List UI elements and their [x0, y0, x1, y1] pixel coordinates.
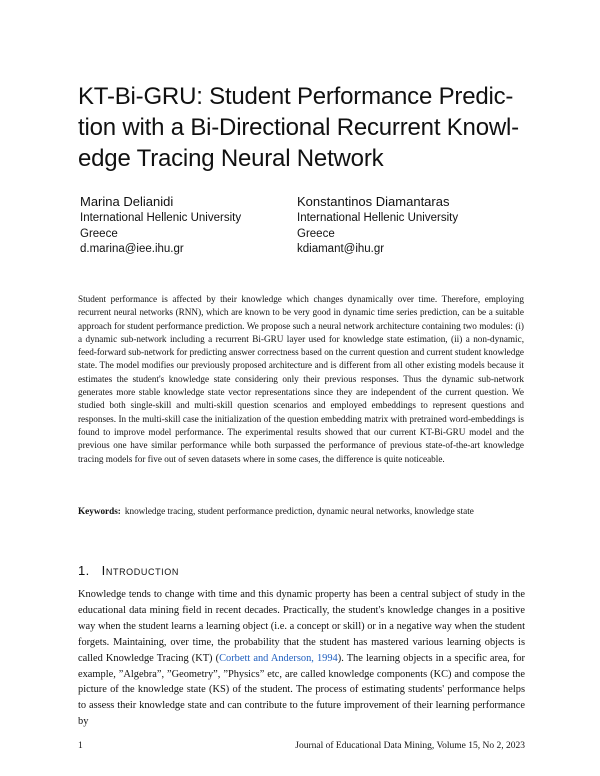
author-name: Marina Delianidi — [80, 194, 174, 209]
author-affiliation: International Hellenic University — [80, 212, 242, 224]
title-line: tion with a Bi-Directional Recurrent Knowl- — [78, 114, 519, 141]
keywords-text: knowledge tracing, student performance prediction, dynamic neural networks, knowledge state — [124, 506, 474, 516]
author-affiliation: International Hellenic University — [297, 212, 459, 224]
paragraph-text: ). The learning objects in a specific area, for example, ”Algebra”, ”Geometry”, ”Physics” etc, are called knowledge components (KC) and compose the picture of the knowledge state (KS) of the student. The process of estimating students' performance helps to assess their knowledge state and can contribute to the future improvement of their learning performance by — [78, 652, 525, 728]
page-footer — [78, 741, 525, 755]
author-email: d.marina@iee.ihu.gr — [80, 243, 184, 255]
section-heading — [78, 563, 179, 578]
author-country: Greece — [80, 227, 118, 240]
paragraph-text: Knowledge tends to change with time and this dynamic property has been a central subject of study in the educational data mining field in recent decades. Practically, the student's knowledge changes in a positive way when the student learns a learning object (i.e. a concept or skill) or in a negative way when the student forgets. Maintaining, over time, the probability that the student has mastered various learning objects is called Knowledge Tracing (KT) ( — [78, 589, 525, 664]
citation-link[interactable]: Corbett and Anderson, 1994 — [219, 652, 338, 664]
keywords — [78, 505, 524, 518]
author-block — [297, 193, 458, 258]
paper-title — [78, 81, 538, 174]
introduction-paragraph — [78, 587, 525, 730]
title-line: edge Tracing Neural Network — [78, 145, 384, 172]
title-line: KT-Bi-GRU: Student Performance Predic- — [78, 83, 514, 110]
page-number: 1 — [78, 741, 83, 751]
keywords-label: Keywords: — [78, 506, 121, 516]
author-block — [80, 193, 241, 258]
abstract: Student performance is affected by their knowledge which changes dynamically over time. Therefore, employing recurrent neural networks (RNN), which are known to be very good in dynamic time series prediction, can be a suitable approach for student performance prediction. We propose such a neural network architecture containing two modules: (i) a dynamic sub-network including a recurrent Bi-GRU layer used for knowledge state estimation, (ii) a non-dynamic, feed-forward sub-network for predicting answer correctness based on the current question and current student knowledge state. The model modifies our previously proposed architecture and is different from all other existing models because it estimates the student's knowledge state considering only their previous responses. Thus the dynamic sub-network generates more stable knowledge state vector representations since they are independent of the current question. We studied both single-skill and multi-skill question scenarios and employed embeddings to represent questions and responses. In the multi-skill case the initialization of the question embedding matrix with pretrained word-embeddings is found to improve model performance. The experimental results showed that our current KT-Bi-GRU model and the previous one have similar performance while both surpassed the performance of previous state-of-the-art knowledge tracing models for five out of seven datasets where in some cases, the difference is quite noticeable. — [78, 294, 524, 464]
section-title: Introduction — [101, 563, 179, 578]
author-email: kdiamant@ihu.gr — [297, 243, 385, 255]
section-number: 1. — [78, 563, 90, 578]
author-country: Greece — [297, 227, 335, 240]
journal-info: Journal of Educational Data Mining, Volume 15, No 2, 2023 — [295, 741, 525, 751]
author-name: Konstantinos Diamantaras — [297, 194, 450, 209]
